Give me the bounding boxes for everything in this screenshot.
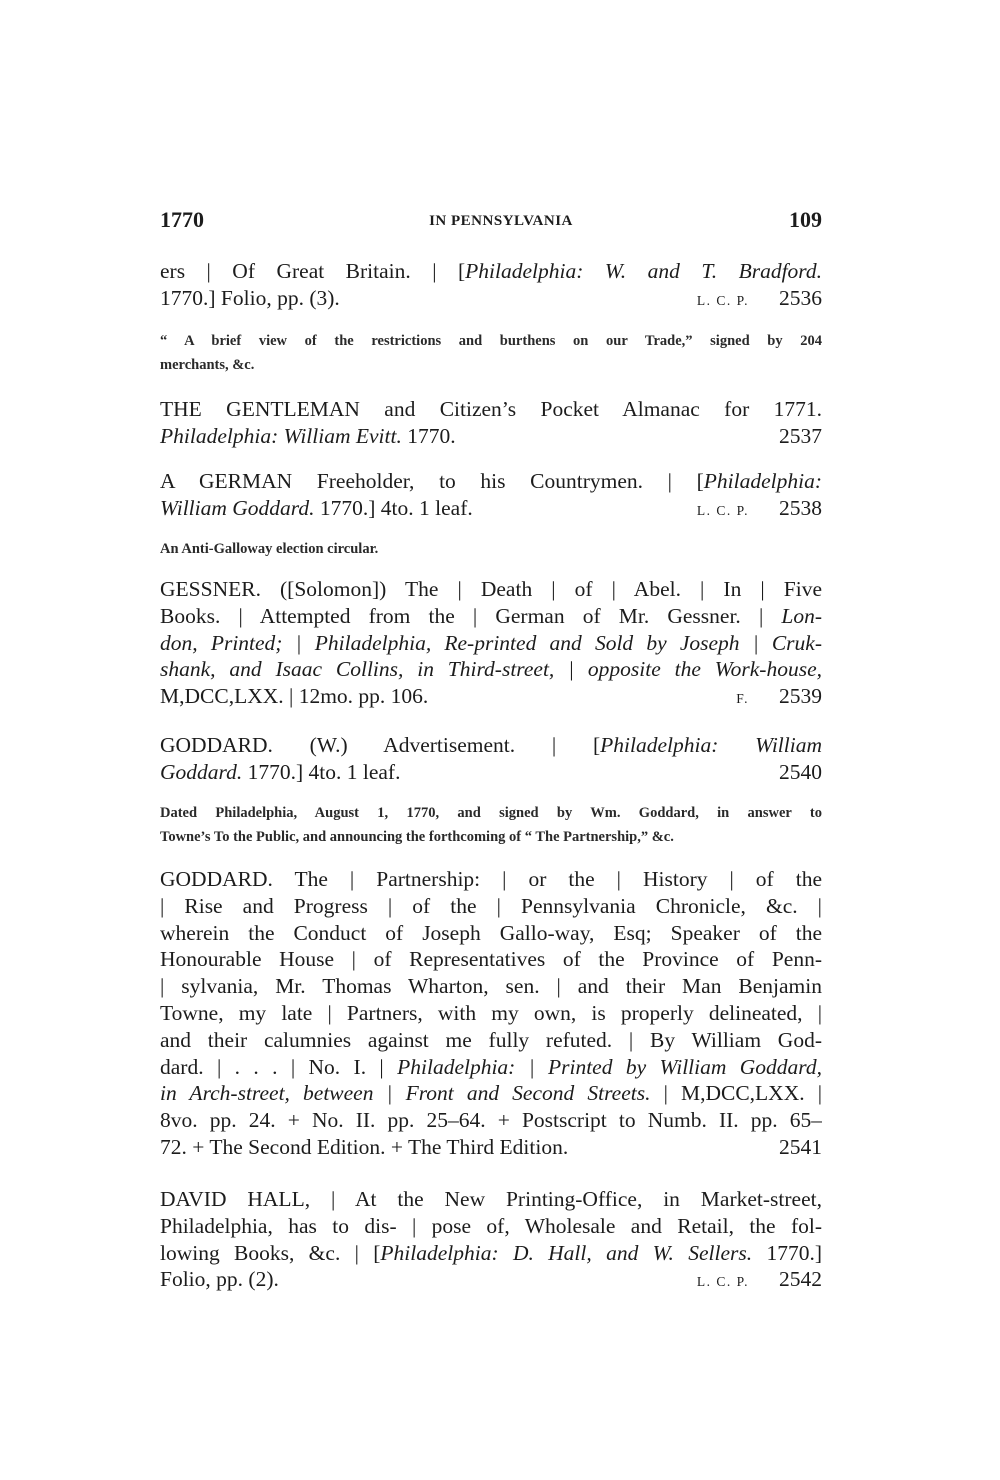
location-code: F. — [736, 691, 749, 707]
entry-line: Philadelphia: William Evitt. 1770. 2537 — [160, 423, 822, 448]
location-code: L. C. P. — [696, 1274, 749, 1290]
entry-note: “ A brief view of the restrictions and burthens on our Trade,” signed by 204 merchants, &c. — [160, 333, 822, 373]
entry-line: 8vo. pp. 24. + No. II. pp. 25–64. + Postscript to Numb. II. pp. 65– — [160, 1108, 822, 1133]
entry-2537 — [160, 396, 822, 450]
entry-number: 2542 — [779, 1267, 822, 1292]
entry-line: William Goddard. 1770.] 4to. 1 leaf. L. C. P. 2538 — [160, 495, 822, 520]
entry-line: THE GENTLEMAN and Citizen’s Pocket Almanac for 1771. — [160, 397, 822, 421]
entry-2540 — [160, 732, 822, 786]
entry-number: 2539 — [779, 684, 822, 709]
entry-line: A GERMAN Freeholder, to his Countrymen. | [Philadelphia: — [160, 469, 822, 493]
running-header — [160, 207, 822, 243]
entry-line: 1770.] Folio, pp. (3). L. C. P. 2536 — [160, 285, 822, 310]
entry-line: wherein the Conduct of Joseph Gallo-way, Esq; Speaker of the — [160, 920, 822, 945]
entry-line: and their calumnies against me fully refuted. | By William God- — [160, 1027, 822, 1052]
entry-line: Folio, pp. (2). L. C. P. 2542 — [160, 1267, 822, 1292]
entry-line: M,DCC,LXX. | 12mo. pp. 106. F. 2539 — [160, 684, 822, 709]
entry-line: GODDARD. (W.) Advertisement. | [Philadelphia: William — [160, 733, 822, 757]
entry-line: | Rise and Progress | of the | Pennsylvania Chronicle, &c. | — [160, 893, 822, 918]
entry-number: 2537 — [779, 423, 822, 448]
entry-number: 2540 — [779, 759, 822, 784]
entry-line: DAVID HALL, | At the New Printing-Office, in Market-street, — [160, 1187, 822, 1211]
entry-note: Dated Philadelphia, August 1, 1770, and signed by Wm. Goddard, in answer to Towne’s To the Public, and announcing the forthcoming of “ The Partnership,” &c. — [160, 805, 822, 845]
entry-line: Towne, my late | Partners, with my own, is properly delineated, | — [160, 1000, 822, 1025]
entry-2542 — [160, 1186, 822, 1293]
entry-number: 2536 — [779, 285, 822, 310]
entry-2541 — [160, 866, 822, 1161]
location-code: L. C. P. — [696, 502, 749, 518]
entry-line: | sylvania, Mr. Thomas Wharton, sen. | and their Man Benjamin — [160, 974, 822, 999]
entry-2536 — [160, 258, 822, 312]
page-number: 109 — [789, 207, 822, 232]
entry-line: don, Printed; | Philadelphia, Re-printed and Sold by Joseph | Cruk- — [160, 630, 822, 655]
entry-line: Honourable House | of Representatives of the Province of Penn- — [160, 947, 822, 972]
entry-2538 — [160, 468, 822, 522]
entry-line: shank, and Isaac Collins, in Third-street, | opposite the Work-house, — [160, 657, 822, 682]
location-code: L. C. P. — [696, 292, 749, 308]
entry-number: 2541 — [779, 1134, 822, 1159]
entry-line: lowing Books, &c. | [Philadelphia: D. Hall, and W. Sellers. 1770.] — [160, 1240, 822, 1265]
header-year: 1770 — [160, 207, 204, 232]
entry-line: dard. | . . . | No. I. | Philadelphia: | Printed by William Goddard, — [160, 1054, 822, 1079]
entry-line: ers | Of Great Britain. | [Philadelphia: W. and T. Bradford. — [160, 259, 822, 283]
entry-number: 2538 — [779, 495, 822, 520]
entry-line: Philadelphia, has to dis- | pose of, Wholesale and Retail, the fol- — [160, 1213, 822, 1238]
header-title: IN PENNSYLVANIA — [429, 213, 573, 229]
entry-line: Goddard. 1770.] 4to. 1 leaf. 2540 — [160, 759, 822, 784]
entry-note: An Anti-Galloway election circular. — [160, 541, 379, 557]
entry-line: in Arch-street, between | Front and Second Streets. | M,DCC,LXX. | — [160, 1081, 822, 1106]
entry-line: 72. + The Second Edition. + The Third Edition. 2541 — [160, 1134, 822, 1159]
entry-2539 — [160, 576, 822, 710]
entry-line: GODDARD. The | Partnership: | or the | History | of the — [160, 867, 822, 891]
entry-line: GESSNER. ([Solomon]) The | Death | of | Abel. | In | Five — [160, 577, 822, 601]
entry-line: Books. | Attempted from the | German of Mr. Gessner. | Lon- — [160, 603, 822, 628]
